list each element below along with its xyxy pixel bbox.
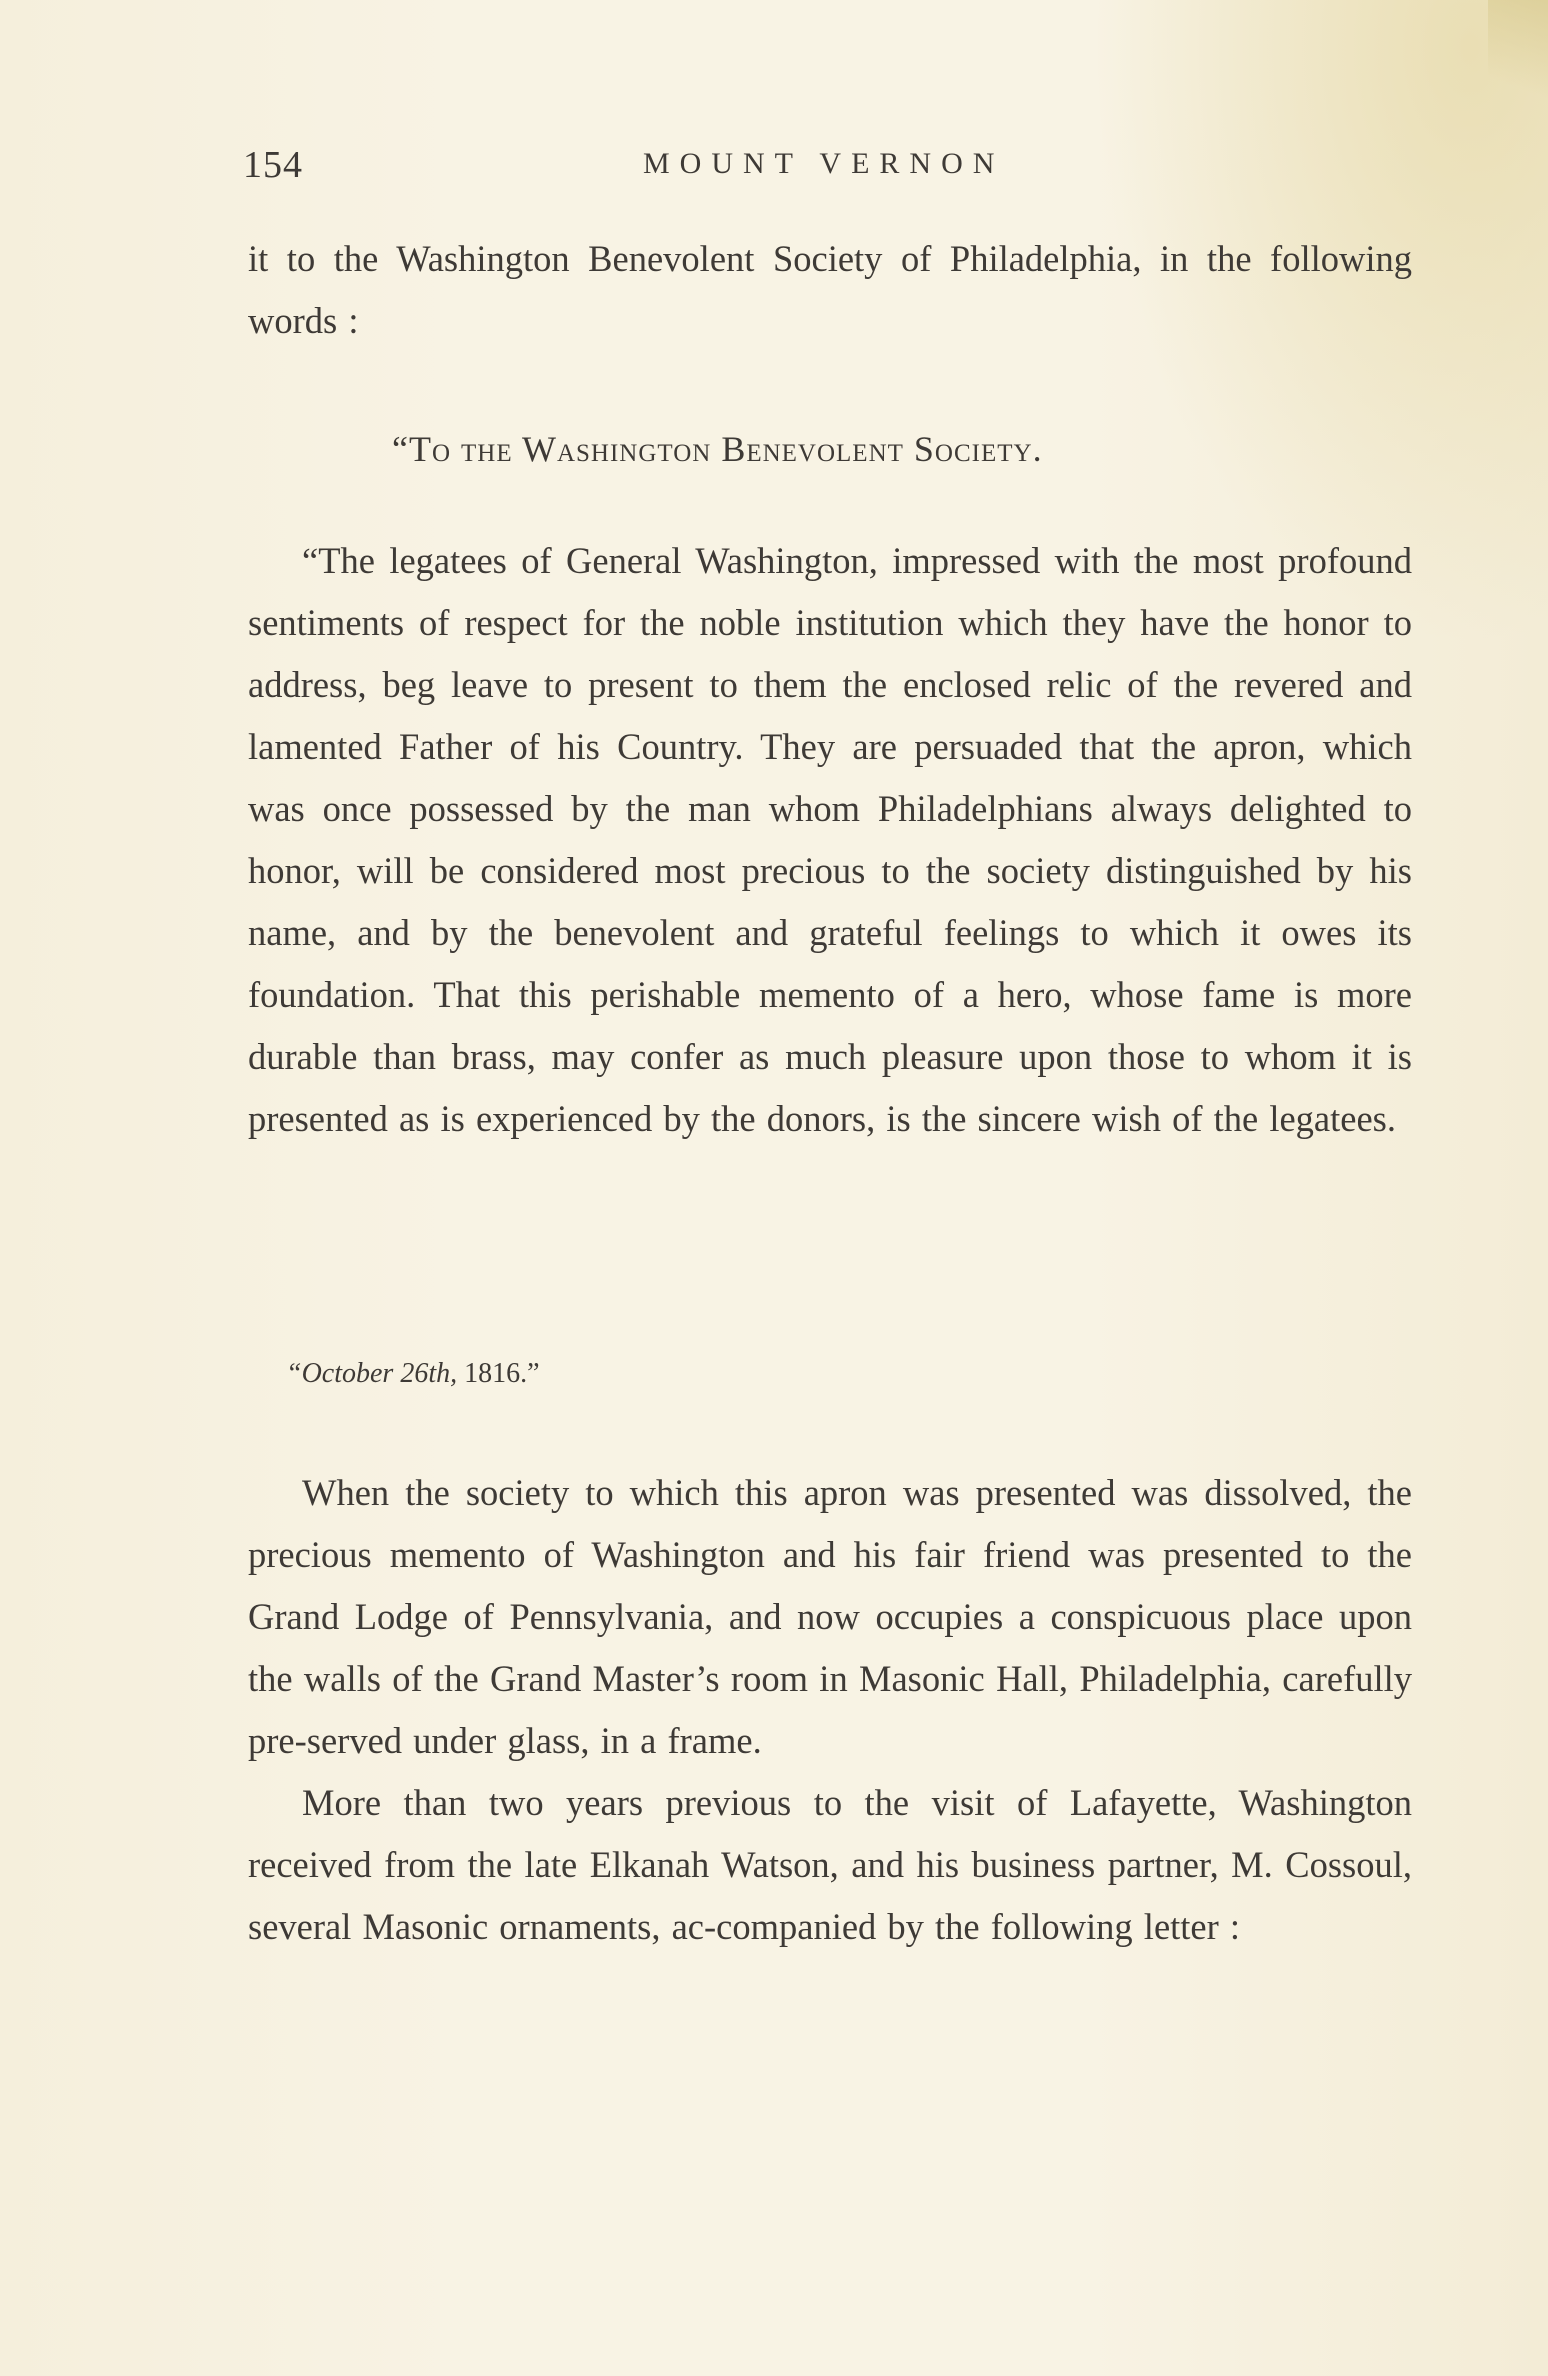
- letter-date-day: “October 26th,: [286, 1358, 458, 1389]
- body-paragraphs: [248, 1462, 1412, 1958]
- letter-date: [286, 1358, 540, 1390]
- paragraph-apron-history: When the society to which this apron was presented was dissolved, the precious memento of Washington and his fair friend was presented to the Grand Lodge of Pennsylvania, and now occupies a conspicuous place upon the walls of the Grand Master’s room in Masonic Hall, Philadelphia, carefully pre-served under glass, in a frame.: [248, 1472, 1412, 1761]
- intro-paragraph: [248, 228, 1412, 352]
- letter-salutation: “To the Washington Benevolent Society.: [392, 429, 1043, 469]
- letter-body: [248, 530, 1412, 1150]
- page-corner-stain: [1488, 0, 1548, 120]
- page-header: [243, 143, 1413, 193]
- letter-date-year: 1816.”: [464, 1358, 540, 1389]
- paragraph-masonic-ornaments: More than two years previous to the visit of Lafayette, Washington received from the late Elkanah Watson, and his business partner, M. Cossoul, several Masonic ornaments, ac-companied by the following letter :: [248, 1782, 1412, 1947]
- intro-text: it to the Washington Benevolent Society of Philadelphia, in the following words :: [248, 238, 1412, 341]
- page-number: 154: [243, 144, 303, 186]
- running-head: MOUNT VERNON: [643, 147, 1005, 180]
- letter-body-text: “The legatees of General Washington, impressed with the most profound sentiments of respect for the noble institution which they have the honor to address, beg leave to present to them the enclosed relic of the revered and lamented Father of his Country. They are persuaded that the apron, which was once possessed by the man whom Philadelphians always delighted to honor, will be considered most precious to the society distinguished by his name, and by the benevolent and grateful feelings to which it owes its foundation. That this perishable memento of a hero, whose fame is more durable than brass, may confer as much pleasure upon those to whom it is presented as is experienced by the donors, is the sincere wish of the legatees.: [248, 540, 1412, 1139]
